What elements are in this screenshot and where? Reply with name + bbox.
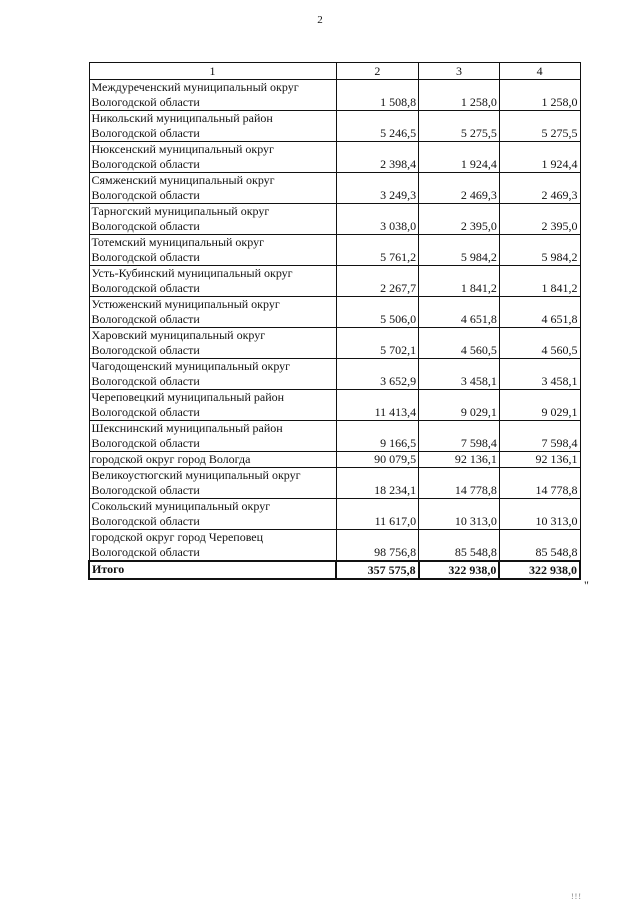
- total-row: [89, 561, 580, 579]
- column-header-2: 2: [336, 63, 419, 80]
- municipality-name-line: Вологодской области: [91, 281, 200, 295]
- municipality-name-line: городской округ город Вологда: [91, 452, 251, 466]
- table-row: [89, 80, 580, 111]
- municipality-name: [89, 452, 336, 468]
- municipality-name: [89, 204, 336, 235]
- amount-v4: 5 984,2: [499, 235, 580, 266]
- amount-v2: 5 246,5: [336, 111, 419, 142]
- table-row: [89, 297, 580, 328]
- amount-v3: 85 548,8: [419, 530, 500, 562]
- amount-v2: 3 249,3: [336, 173, 419, 204]
- municipality-name: [89, 297, 336, 328]
- municipality-name: [89, 359, 336, 390]
- municipality-name: [89, 111, 336, 142]
- amount-v2: 1 508,8: [336, 80, 419, 111]
- table-row: [89, 499, 580, 530]
- municipality-name: [89, 530, 336, 562]
- amount-v2: 11 617,0: [336, 499, 419, 530]
- closing-quote-mark: ": [584, 578, 589, 592]
- municipality-name-line: Вологодской области: [91, 250, 200, 264]
- municipality-name: [89, 235, 336, 266]
- amount-v2: 11 413,4: [336, 390, 419, 421]
- municipality-name: [89, 80, 336, 111]
- municipality-name-line: Сямженский муниципальный округ: [91, 173, 275, 187]
- municipality-name-line: Великоустюгский муниципальный округ: [91, 468, 301, 482]
- municipality-name: [89, 328, 336, 359]
- amount-v4: 5 275,5: [499, 111, 580, 142]
- amount-v3: 5 275,5: [419, 111, 500, 142]
- amount-v3: 10 313,0: [419, 499, 500, 530]
- amount-v4: 2 395,0: [499, 204, 580, 235]
- page-number: 2: [317, 14, 323, 26]
- municipality-name-line: Вологодской области: [91, 374, 200, 388]
- column-header-1: 1: [89, 63, 336, 80]
- municipality-name-line: Вологодской области: [91, 95, 200, 109]
- municipality-name-line: Вологодской области: [91, 483, 200, 497]
- table-body: [89, 80, 580, 562]
- table-row: [89, 452, 580, 468]
- municipality-name-line: Вологодской области: [91, 545, 200, 559]
- amount-v4: 4 651,8: [499, 297, 580, 328]
- municipality-name: [89, 173, 336, 204]
- column-header-3: 3: [419, 63, 500, 80]
- total-value-col4: 322 938,0: [499, 561, 580, 579]
- municipality-name: [89, 142, 336, 173]
- amount-v3: 4 560,5: [419, 328, 500, 359]
- municipality-name-line: Сокольский муниципальный округ: [91, 499, 271, 513]
- amount-v2: 5 506,0: [336, 297, 419, 328]
- municipality-name-line: Вологодской области: [91, 219, 200, 233]
- amount-v4: 92 136,1: [499, 452, 580, 468]
- budget-table: [88, 62, 581, 580]
- total-value-col2: 357 575,8: [336, 561, 419, 579]
- municipality-name-line: Тарногский муниципальный округ: [91, 204, 270, 218]
- municipality-name-line: Шекснинский муниципальный район: [91, 421, 283, 435]
- amount-v3: 92 136,1: [419, 452, 500, 468]
- total-value-col3: 322 938,0: [419, 561, 500, 579]
- municipality-name-line: Тотемский муниципальный округ: [91, 235, 265, 249]
- amount-v3: 2 469,3: [419, 173, 500, 204]
- table-row: [89, 173, 580, 204]
- amount-v3: 1 841,2: [419, 266, 500, 297]
- municipality-name-line: Вологодской области: [91, 188, 200, 202]
- municipality-name: [89, 266, 336, 297]
- amount-v2: 90 079,5: [336, 452, 419, 468]
- amount-v4: 14 778,8: [499, 468, 580, 499]
- municipality-name-line: Устюженский муниципальный округ: [91, 297, 280, 311]
- amount-v2: 3 038,0: [336, 204, 419, 235]
- municipality-name-line: Усть-Кубинский муниципальный округ: [91, 266, 293, 280]
- amount-v3: 1 924,4: [419, 142, 500, 173]
- table-row: [89, 204, 580, 235]
- amount-v3: 4 651,8: [419, 297, 500, 328]
- table-row: [89, 468, 580, 499]
- table-row: [89, 530, 580, 562]
- table-row: [89, 266, 580, 297]
- municipality-name: [89, 390, 336, 421]
- municipality-name-line: Вологодской области: [91, 157, 200, 171]
- municipality-name-line: Харовский муниципальный округ: [91, 328, 266, 342]
- municipality-name-line: Вологодской области: [91, 312, 200, 326]
- amount-v2: 2 267,7: [336, 266, 419, 297]
- amount-v3: 9 029,1: [419, 390, 500, 421]
- amount-v2: 98 756,8: [336, 530, 419, 562]
- amount-v4: 1 258,0: [499, 80, 580, 111]
- total-label: Итого: [89, 561, 336, 579]
- municipality-name-line: Никольский муниципальный район: [91, 111, 273, 125]
- amount-v4: 2 469,3: [499, 173, 580, 204]
- municipality-name-line: Вологодской области: [91, 514, 200, 528]
- amount-v4: 9 029,1: [499, 390, 580, 421]
- municipality-name-line: Вологодской области: [91, 436, 200, 450]
- amount-v2: 5 702,1: [336, 328, 419, 359]
- municipality-name-line: Вологодской области: [91, 126, 200, 140]
- municipality-name-line: Череповецкий муниципальный район: [91, 390, 285, 404]
- amount-v3: 3 458,1: [419, 359, 500, 390]
- municipality-name-line: Чагодощенский муниципальный округ: [91, 359, 291, 373]
- table-row: [89, 359, 580, 390]
- municipality-name-line: Междуреченский муниципальный округ: [91, 80, 299, 94]
- amount-v4: 1 841,2: [499, 266, 580, 297]
- amount-v4: 3 458,1: [499, 359, 580, 390]
- amount-v3: 5 984,2: [419, 235, 500, 266]
- amount-v3: 2 395,0: [419, 204, 500, 235]
- amount-v4: 1 924,4: [499, 142, 580, 173]
- table-header-row: [89, 63, 580, 80]
- amount-v2: 9 166,5: [336, 421, 419, 452]
- column-header-4: 4: [499, 63, 580, 80]
- municipality-name-line: Вологодской области: [91, 343, 200, 357]
- municipality-name-line: Нюксенский муниципальный округ: [91, 142, 274, 156]
- municipality-name: [89, 499, 336, 530]
- amount-v4: 7 598,4: [499, 421, 580, 452]
- amount-v3: 14 778,8: [419, 468, 500, 499]
- amount-v2: 2 398,4: [336, 142, 419, 173]
- amount-v2: 5 761,2: [336, 235, 419, 266]
- municipality-name: [89, 468, 336, 499]
- table-row: [89, 328, 580, 359]
- amount-v4: 10 313,0: [499, 499, 580, 530]
- table-row: [89, 142, 580, 173]
- table-row: [89, 390, 580, 421]
- amount-v2: 18 234,1: [336, 468, 419, 499]
- municipality-name-line: Вологодской области: [91, 405, 200, 419]
- scan-corner-mark: !!!: [571, 892, 582, 901]
- municipality-name-line: городской округ город Череповец: [91, 530, 264, 544]
- amount-v3: 1 258,0: [419, 80, 500, 111]
- amount-v4: 85 548,8: [499, 530, 580, 562]
- table-row: [89, 235, 580, 266]
- amount-v3: 7 598,4: [419, 421, 500, 452]
- table-row: [89, 111, 580, 142]
- amount-v4: 4 560,5: [499, 328, 580, 359]
- table-row: [89, 421, 580, 452]
- amount-v2: 3 652,9: [336, 359, 419, 390]
- municipality-name: [89, 421, 336, 452]
